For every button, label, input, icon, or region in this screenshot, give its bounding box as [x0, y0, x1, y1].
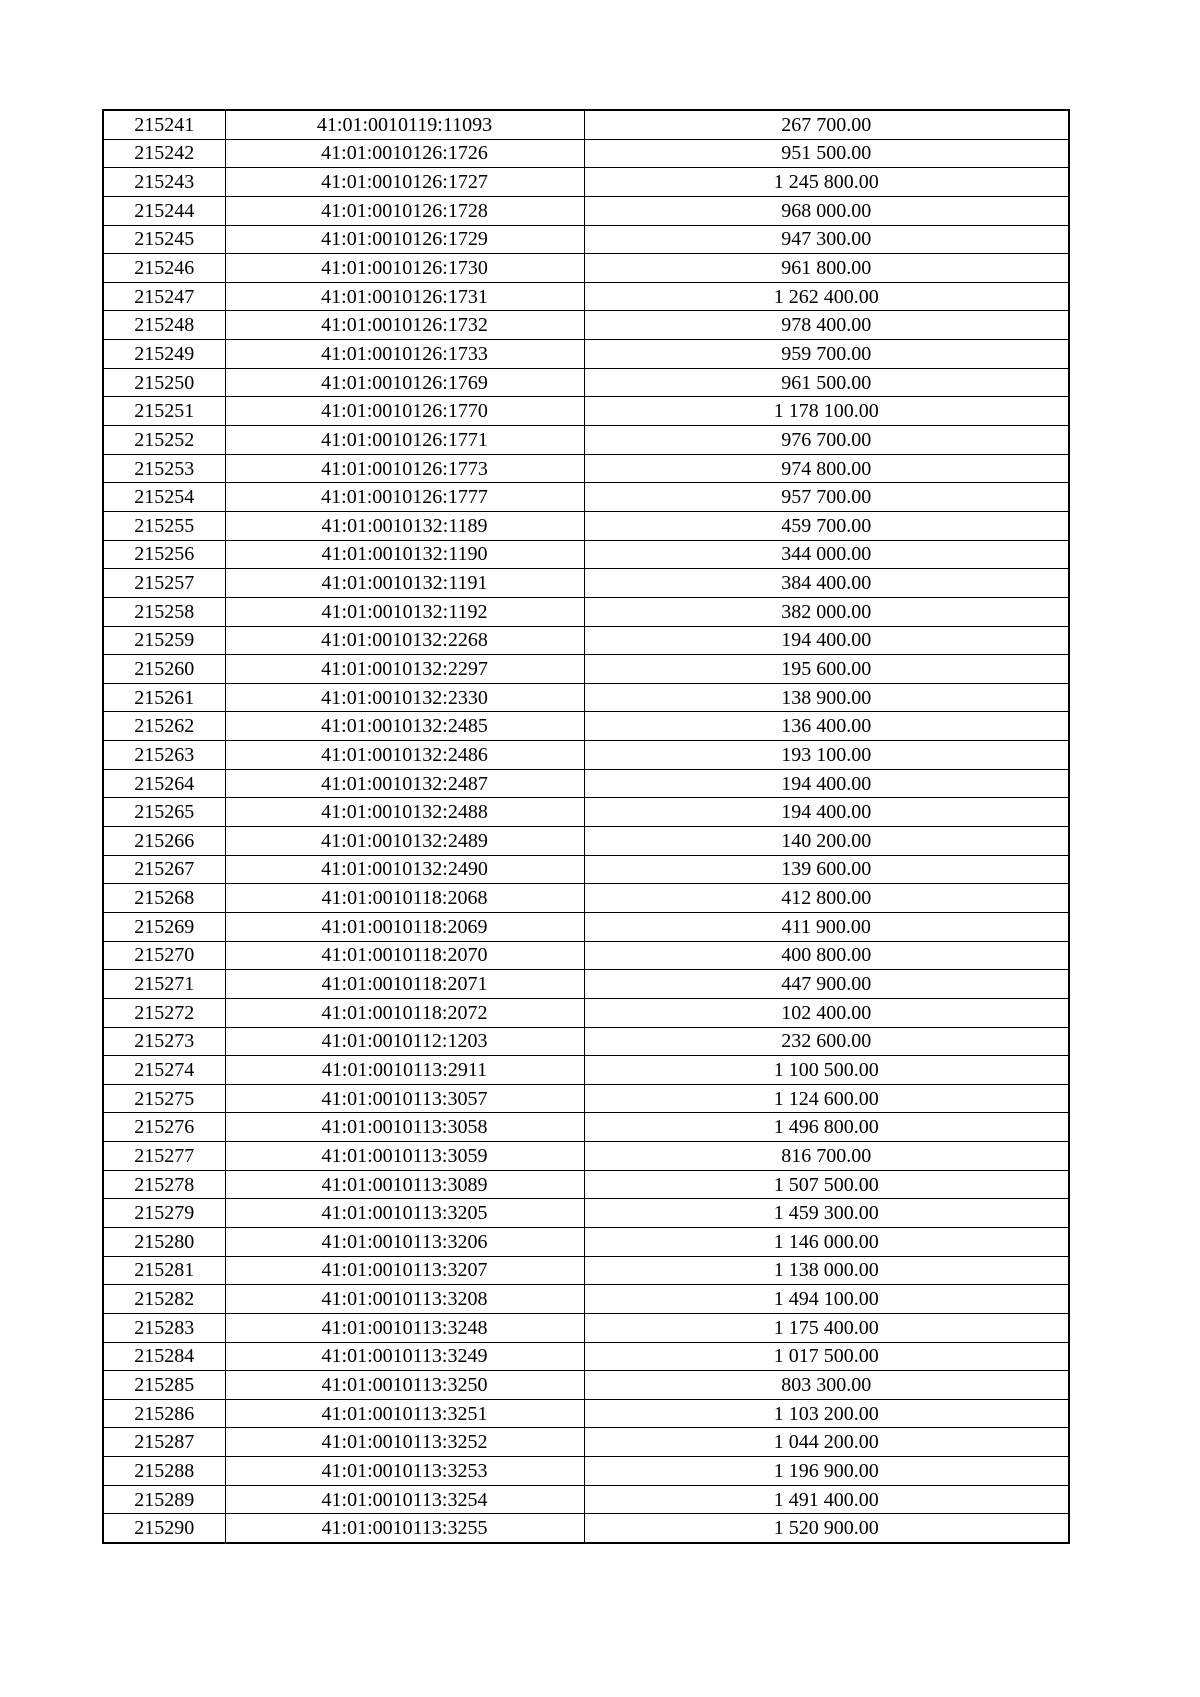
row-number-cell: 215250 [103, 368, 225, 397]
table-row [103, 1313, 1069, 1342]
row-number-cell: 215267 [103, 855, 225, 884]
cadastral-value-cell: 968 000.00 [584, 196, 1069, 225]
cadastral-value-cell: 1 507 500.00 [584, 1170, 1069, 1199]
cadastral-number-cell: 41:01:0010132:1190 [225, 540, 584, 569]
cadastral-number-cell: 41:01:0010126:1733 [225, 340, 584, 369]
cadastral-value-cell: 193 100.00 [584, 741, 1069, 770]
row-number-cell: 215270 [103, 941, 225, 970]
cadastral-number-cell: 41:01:0010132:1192 [225, 597, 584, 626]
cadastral-value-cell: 1 262 400.00 [584, 282, 1069, 311]
cadastral-number-cell: 41:01:0010113:3058 [225, 1113, 584, 1142]
row-number-cell: 215281 [103, 1256, 225, 1285]
table-row [103, 1371, 1069, 1400]
table-row [103, 626, 1069, 655]
cadastral-value-cell: 974 800.00 [584, 454, 1069, 483]
cadastral-value-cell: 803 300.00 [584, 1371, 1069, 1400]
cadastral-value-cell: 411 900.00 [584, 912, 1069, 941]
row-number-cell: 215247 [103, 282, 225, 311]
table-row [103, 1256, 1069, 1285]
table-row [103, 1113, 1069, 1142]
table-row [103, 798, 1069, 827]
cadastral-number-cell: 41:01:0010126:1727 [225, 168, 584, 197]
cadastral-number-cell: 41:01:0010113:3089 [225, 1170, 584, 1199]
table-row [103, 1485, 1069, 1514]
table-row [103, 855, 1069, 884]
table-row [103, 368, 1069, 397]
cadastral-value-cell: 382 000.00 [584, 597, 1069, 626]
table-row [103, 912, 1069, 941]
table-row [103, 970, 1069, 999]
cadastral-value-cell: 459 700.00 [584, 511, 1069, 540]
table-row [103, 769, 1069, 798]
cadastral-number-cell: 41:01:0010126:1770 [225, 397, 584, 426]
table-row [103, 827, 1069, 856]
table-row [103, 683, 1069, 712]
cadastral-value-cell: 194 400.00 [584, 626, 1069, 655]
row-number-cell: 215265 [103, 798, 225, 827]
row-number-cell: 215251 [103, 397, 225, 426]
table-row [103, 282, 1069, 311]
cadastral-value-cell: 1 245 800.00 [584, 168, 1069, 197]
cadastral-number-cell: 41:01:0010132:2297 [225, 655, 584, 684]
row-number-cell: 215245 [103, 225, 225, 254]
cadastral-number-cell: 41:01:0010113:2911 [225, 1056, 584, 1085]
table-row [103, 1399, 1069, 1428]
row-number-cell: 215273 [103, 1027, 225, 1056]
row-number-cell: 215253 [103, 454, 225, 483]
row-number-cell: 215252 [103, 426, 225, 455]
row-number-cell: 215266 [103, 827, 225, 856]
row-number-cell: 215249 [103, 340, 225, 369]
cadastral-value-cell: 232 600.00 [584, 1027, 1069, 1056]
cadastral-value-cell: 959 700.00 [584, 340, 1069, 369]
cadastral-number-cell: 41:01:0010126:1777 [225, 483, 584, 512]
cadastral-value-cell: 194 400.00 [584, 798, 1069, 827]
table-row [103, 884, 1069, 913]
cadastral-value-cell: 1 178 100.00 [584, 397, 1069, 426]
cadastral-value-cell: 1 124 600.00 [584, 1084, 1069, 1113]
cadastral-value-cell: 1 044 200.00 [584, 1428, 1069, 1457]
cadastral-number-cell: 41:01:0010126:1729 [225, 225, 584, 254]
cadastral-number-cell: 41:01:0010126:1726 [225, 139, 584, 168]
cadastral-value-cell: 1 138 000.00 [584, 1256, 1069, 1285]
cadastral-number-cell: 41:01:0010113:3255 [225, 1514, 584, 1543]
table-row [103, 196, 1069, 225]
table-row [103, 1342, 1069, 1371]
row-number-cell: 215287 [103, 1428, 225, 1457]
row-number-cell: 215242 [103, 139, 225, 168]
row-number-cell: 215280 [103, 1227, 225, 1256]
cadastral-value-cell: 267 700.00 [584, 110, 1069, 139]
table-row [103, 998, 1069, 1027]
cadastral-value-cell: 816 700.00 [584, 1142, 1069, 1171]
cadastral-value-cell: 447 900.00 [584, 970, 1069, 999]
cadastral-value-cell: 1 100 500.00 [584, 1056, 1069, 1085]
table-row [103, 254, 1069, 283]
table-row [103, 597, 1069, 626]
cadastral-number-cell: 41:01:0010132:2268 [225, 626, 584, 655]
row-number-cell: 215254 [103, 483, 225, 512]
cadastral-number-cell: 41:01:0010132:1189 [225, 511, 584, 540]
table-row [103, 454, 1069, 483]
cadastral-value-cell: 1 175 400.00 [584, 1313, 1069, 1342]
table-row [103, 1199, 1069, 1228]
row-number-cell: 215274 [103, 1056, 225, 1085]
table-row [103, 941, 1069, 970]
cadastral-value-cell: 195 600.00 [584, 655, 1069, 684]
cadastral-number-cell: 41:01:0010126:1771 [225, 426, 584, 455]
cadastral-number-cell: 41:01:0010132:1191 [225, 569, 584, 598]
cadastral-number-cell: 41:01:0010118:2069 [225, 912, 584, 941]
cadastral-value-cell: 1 196 900.00 [584, 1457, 1069, 1486]
cadastral-value-table [102, 109, 1070, 1544]
cadastral-number-cell: 41:01:0010132:2488 [225, 798, 584, 827]
cadastral-number-cell: 41:01:0010113:3248 [225, 1313, 584, 1342]
cadastral-number-cell: 41:01:0010113:3206 [225, 1227, 584, 1256]
table-row [103, 712, 1069, 741]
cadastral-number-cell: 41:01:0010112:1203 [225, 1027, 584, 1056]
row-number-cell: 215263 [103, 741, 225, 770]
cadastral-number-cell: 41:01:0010113:3251 [225, 1399, 584, 1428]
table-row [103, 1084, 1069, 1113]
row-number-cell: 215241 [103, 110, 225, 139]
cadastral-number-cell: 41:01:0010126:1730 [225, 254, 584, 283]
cadastral-value-cell: 961 800.00 [584, 254, 1069, 283]
table-row [103, 511, 1069, 540]
cadastral-value-cell: 947 300.00 [584, 225, 1069, 254]
cadastral-value-cell: 136 400.00 [584, 712, 1069, 741]
cadastral-number-cell: 41:01:0010118:2068 [225, 884, 584, 913]
table-body [103, 110, 1069, 1543]
row-number-cell: 215290 [103, 1514, 225, 1543]
cadastral-value-cell: 102 400.00 [584, 998, 1069, 1027]
table-row [103, 139, 1069, 168]
table-row [103, 426, 1069, 455]
row-number-cell: 215246 [103, 254, 225, 283]
table-row [103, 1142, 1069, 1171]
cadastral-number-cell: 41:01:0010113:3205 [225, 1199, 584, 1228]
cadastral-number-cell: 41:01:0010113:3208 [225, 1285, 584, 1314]
table-row [103, 1027, 1069, 1056]
cadastral-value-cell: 1 491 400.00 [584, 1485, 1069, 1514]
table-row [103, 225, 1069, 254]
table-row [103, 1170, 1069, 1199]
cadastral-value-cell: 344 000.00 [584, 540, 1069, 569]
cadastral-number-cell: 41:01:0010113:3254 [225, 1485, 584, 1514]
cadastral-number-cell: 41:01:0010113:3250 [225, 1371, 584, 1400]
table-row [103, 483, 1069, 512]
cadastral-number-cell: 41:01:0010113:3249 [225, 1342, 584, 1371]
cadastral-value-cell: 400 800.00 [584, 941, 1069, 970]
cadastral-number-cell: 41:01:0010132:2485 [225, 712, 584, 741]
table-row [103, 655, 1069, 684]
row-number-cell: 215271 [103, 970, 225, 999]
cadastral-value-cell: 1 459 300.00 [584, 1199, 1069, 1228]
cadastral-number-cell: 41:01:0010113:3207 [225, 1256, 584, 1285]
cadastral-value-cell: 978 400.00 [584, 311, 1069, 340]
row-number-cell: 215282 [103, 1285, 225, 1314]
table-row [103, 741, 1069, 770]
cadastral-value-cell: 412 800.00 [584, 884, 1069, 913]
cadastral-number-cell: 41:01:0010132:2489 [225, 827, 584, 856]
table-row [103, 540, 1069, 569]
cadastral-number-cell: 41:01:0010126:1732 [225, 311, 584, 340]
cadastral-value-cell: 138 900.00 [584, 683, 1069, 712]
cadastral-number-cell: 41:01:0010126:1731 [225, 282, 584, 311]
cadastral-value-cell: 951 500.00 [584, 139, 1069, 168]
row-number-cell: 215289 [103, 1485, 225, 1514]
cadastral-number-cell: 41:01:0010113:3057 [225, 1084, 584, 1113]
table-row [103, 569, 1069, 598]
cadastral-number-cell: 41:01:0010113:3252 [225, 1428, 584, 1457]
table-row [103, 1514, 1069, 1543]
row-number-cell: 215278 [103, 1170, 225, 1199]
cadastral-value-cell: 1 146 000.00 [584, 1227, 1069, 1256]
cadastral-value-cell: 1 017 500.00 [584, 1342, 1069, 1371]
row-number-cell: 215260 [103, 655, 225, 684]
cadastral-number-cell: 41:01:0010118:2070 [225, 941, 584, 970]
row-number-cell: 215285 [103, 1371, 225, 1400]
row-number-cell: 215258 [103, 597, 225, 626]
cadastral-value-cell: 961 500.00 [584, 368, 1069, 397]
cadastral-number-cell: 41:01:0010113:3253 [225, 1457, 584, 1486]
cadastral-value-cell: 139 600.00 [584, 855, 1069, 884]
cadastral-number-cell: 41:01:0010118:2071 [225, 970, 584, 999]
cadastral-number-cell: 41:01:0010119:11093 [225, 110, 584, 139]
table-row [103, 1428, 1069, 1457]
cadastral-value-cell: 1 494 100.00 [584, 1285, 1069, 1314]
cadastral-value-cell: 1 103 200.00 [584, 1399, 1069, 1428]
cadastral-number-cell: 41:01:0010132:2490 [225, 855, 584, 884]
cadastral-value-cell: 1 496 800.00 [584, 1113, 1069, 1142]
row-number-cell: 215248 [103, 311, 225, 340]
table-row [103, 1056, 1069, 1085]
row-number-cell: 215275 [103, 1084, 225, 1113]
cadastral-number-cell: 41:01:0010132:2330 [225, 683, 584, 712]
table-row [103, 311, 1069, 340]
cadastral-number-cell: 41:01:0010113:3059 [225, 1142, 584, 1171]
row-number-cell: 215284 [103, 1342, 225, 1371]
table-row [103, 1227, 1069, 1256]
cadastral-value-cell: 957 700.00 [584, 483, 1069, 512]
table-row [103, 340, 1069, 369]
table-row [103, 110, 1069, 139]
cadastral-number-cell: 41:01:0010132:2487 [225, 769, 584, 798]
row-number-cell: 215269 [103, 912, 225, 941]
row-number-cell: 215277 [103, 1142, 225, 1171]
row-number-cell: 215264 [103, 769, 225, 798]
cadastral-value-cell: 1 520 900.00 [584, 1514, 1069, 1543]
cadastral-value-cell: 976 700.00 [584, 426, 1069, 455]
table-row [103, 1457, 1069, 1486]
row-number-cell: 215243 [103, 168, 225, 197]
row-number-cell: 215286 [103, 1399, 225, 1428]
table-row [103, 397, 1069, 426]
cadastral-value-cell: 194 400.00 [584, 769, 1069, 798]
cadastral-value-cell: 140 200.00 [584, 827, 1069, 856]
cadastral-number-cell: 41:01:0010126:1728 [225, 196, 584, 225]
row-number-cell: 215279 [103, 1199, 225, 1228]
row-number-cell: 215256 [103, 540, 225, 569]
row-number-cell: 215272 [103, 998, 225, 1027]
row-number-cell: 215288 [103, 1457, 225, 1486]
row-number-cell: 215283 [103, 1313, 225, 1342]
row-number-cell: 215257 [103, 569, 225, 598]
row-number-cell: 215268 [103, 884, 225, 913]
cadastral-number-cell: 41:01:0010126:1773 [225, 454, 584, 483]
row-number-cell: 215261 [103, 683, 225, 712]
cadastral-value-cell: 384 400.00 [584, 569, 1069, 598]
row-number-cell: 215255 [103, 511, 225, 540]
cadastral-number-cell: 41:01:0010118:2072 [225, 998, 584, 1027]
row-number-cell: 215276 [103, 1113, 225, 1142]
table-row [103, 1285, 1069, 1314]
table-row [103, 168, 1069, 197]
row-number-cell: 215259 [103, 626, 225, 655]
cadastral-number-cell: 41:01:0010132:2486 [225, 741, 584, 770]
cadastral-number-cell: 41:01:0010126:1769 [225, 368, 584, 397]
row-number-cell: 215244 [103, 196, 225, 225]
row-number-cell: 215262 [103, 712, 225, 741]
